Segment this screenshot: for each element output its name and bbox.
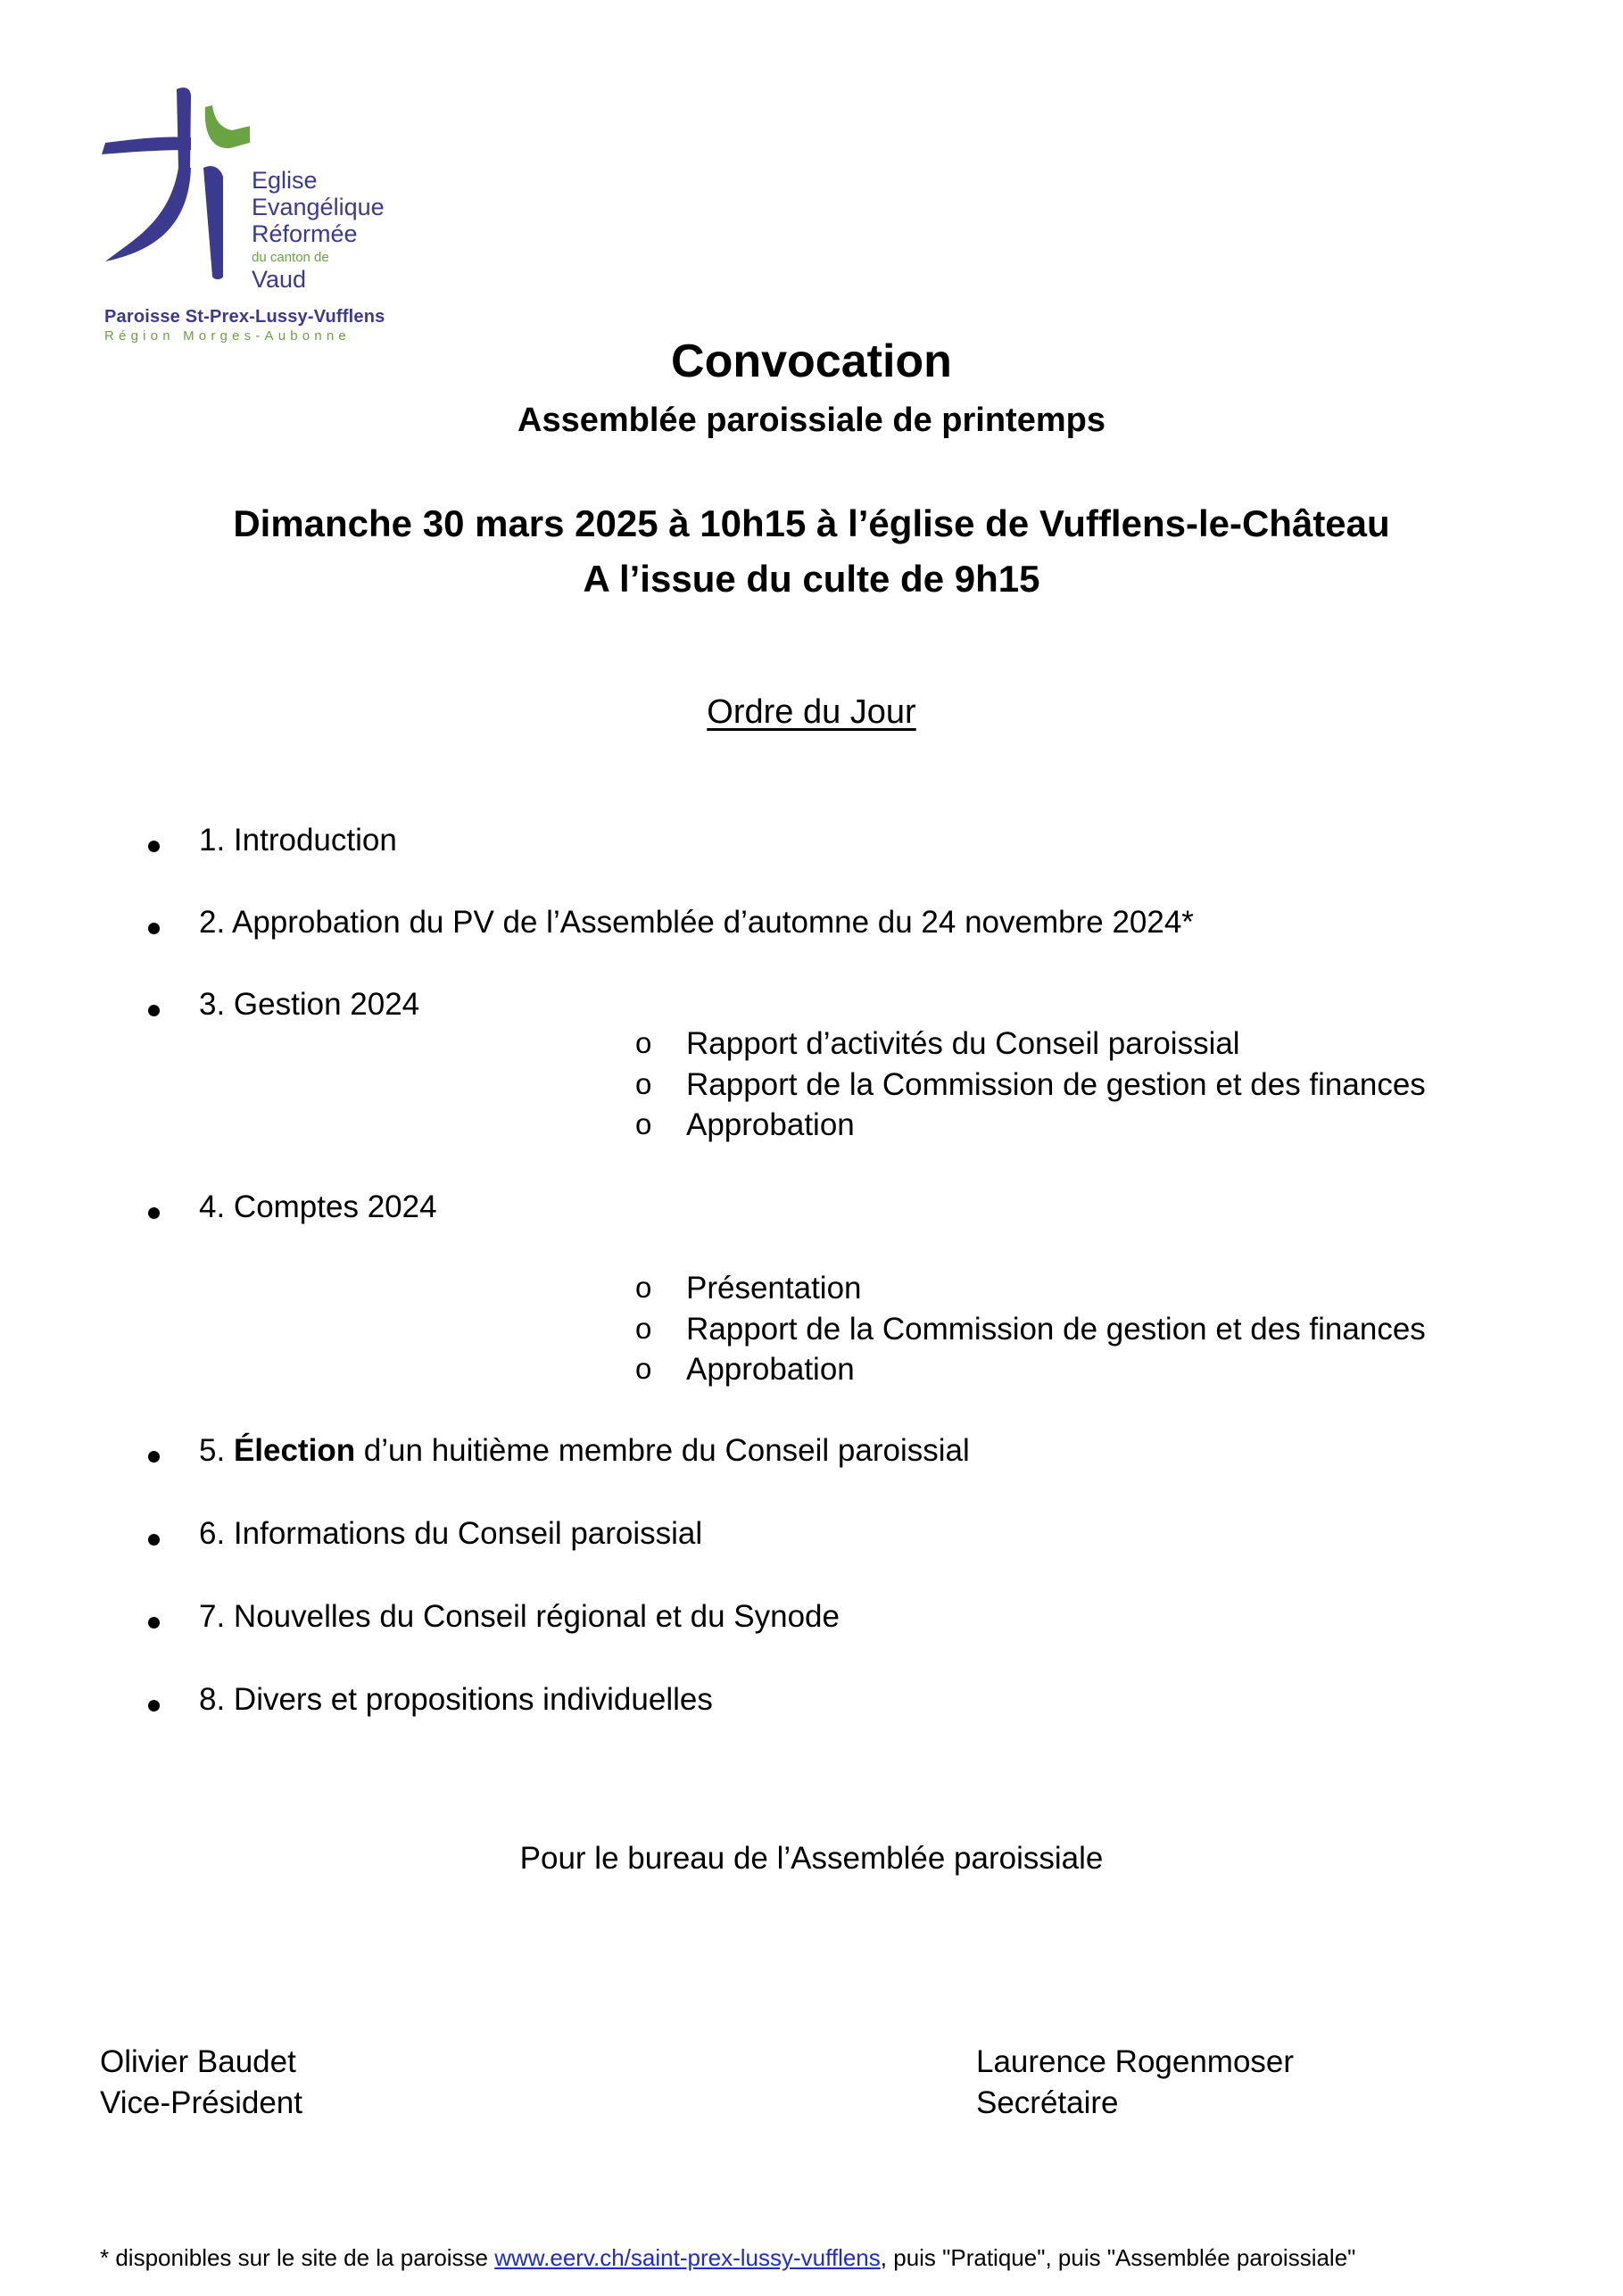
signatory-right-role: Secrétaire (976, 2085, 1119, 2120)
church-logo (98, 79, 402, 346)
bullet-icon (148, 1617, 160, 1629)
footnote-suffix: , puis "Pratique", puis "Assemblée paroissiale" (880, 2244, 1356, 2271)
logo-word-3: Réformée (252, 220, 358, 247)
cross-logo-icon (98, 79, 250, 293)
bullet-icon (148, 841, 160, 852)
page-subtitle: Assemblée paroissiale de printemps (518, 402, 1105, 439)
agenda-item (0, 905, 1623, 949)
agenda-subitem-text: Approbation (686, 1107, 855, 1142)
agenda-item (0, 1599, 1623, 1644)
logo-small-text: du canton de (252, 250, 329, 265)
bullet-icon (148, 923, 160, 934)
signatory-left-role: Vice-Président (100, 2085, 302, 2120)
parish-website-link[interactable]: www.eerv.ch/saint-prex-lussy-vufflens (494, 2244, 881, 2271)
agenda-subitem (0, 1312, 1623, 1353)
agenda-item-number: 5. (199, 1433, 226, 1468)
agenda-item-rest: d’un huitième membre du Conseil paroissial (355, 1433, 970, 1468)
circle-bullet-icon: o (635, 1271, 652, 1304)
agenda-subitem (0, 1107, 1623, 1148)
agenda-subitem-text: Approbation (686, 1352, 855, 1387)
agenda-item-bold: Élection (233, 1433, 356, 1468)
logo-word-1: Eglise (252, 167, 318, 194)
bullet-icon (148, 1005, 160, 1016)
closing-line: Pour le bureau de l’Assemblée paroissiale (519, 1841, 1104, 1876)
agenda-item-text: 2. Approbation du PV de l’Assemblée d’automne du 24 novembre 2024* (199, 905, 1194, 940)
time-line: A l’issue du culte de 9h15 (583, 558, 1040, 600)
agenda-subitem-text: Rapport de la Commission de gestion et des finances (686, 1067, 1426, 1102)
page-title: Convocation (671, 336, 952, 387)
bullet-icon (148, 1207, 160, 1219)
agenda-item (0, 1433, 1623, 1478)
signatory-right-name: Laurence Rogenmoser (976, 2044, 1295, 2079)
agenda-subitem (0, 1352, 1623, 1393)
agenda-item-text: 1. Introduction (199, 823, 397, 858)
agenda-subitem-text: Rapport de la Commission de gestion et des finances (686, 1312, 1426, 1347)
agenda-item-text: 4. Comptes 2024 (199, 1189, 437, 1224)
agenda-item (0, 1516, 1623, 1561)
logo-region: Région Morges-Aubonne (104, 328, 351, 344)
logo-word-2: Evangélique (252, 194, 385, 220)
agenda-subitem (0, 1026, 1623, 1067)
circle-bullet-icon: o (635, 1067, 652, 1100)
footnote-prefix: * disponibles sur le site de la paroisse (100, 2244, 495, 2271)
agenda-item-text: 7. Nouvelles du Conseil régional et du Synode (199, 1599, 840, 1634)
circle-bullet-icon: o (635, 1312, 652, 1345)
circle-bullet-icon: o (635, 1352, 652, 1385)
agenda-subitem (0, 1271, 1623, 1312)
circle-bullet-icon: o (635, 1107, 652, 1140)
agenda-item-text: 6. Informations du Conseil paroissial (199, 1516, 703, 1551)
agenda-subitem-text: Présentation (686, 1271, 862, 1305)
agenda-item-text: 3. Gestion 2024 (199, 987, 420, 1022)
agenda-item (0, 987, 1623, 1032)
logo-canton: Vaud (252, 266, 307, 293)
agenda-item (0, 1682, 1623, 1727)
agenda-heading: Ordre du Jour (707, 693, 916, 731)
logo-parish: Paroisse St-Prex-Lussy-Vufflens (104, 307, 385, 327)
agenda-subitem-text: Rapport d’activités du Conseil paroissial (686, 1026, 1240, 1061)
agenda-subitem (0, 1067, 1623, 1108)
bullet-icon (148, 1451, 160, 1463)
date-location-line: Dimanche 30 mars 2025 à 10h15 à l’église de Vufflens-le-Château (233, 502, 1390, 544)
bullet-icon (148, 1700, 160, 1712)
footnote (100, 2244, 1355, 2272)
agenda-item (0, 823, 1623, 867)
signatory-left-name: Olivier Baudet (100, 2044, 296, 2079)
agenda-item (0, 1189, 1623, 1234)
agenda-item-text (199, 1433, 970, 1469)
circle-bullet-icon: o (635, 1026, 652, 1059)
agenda-item-text: 8. Divers et propositions individuelles (199, 1682, 713, 1717)
bullet-icon (148, 1534, 160, 1546)
